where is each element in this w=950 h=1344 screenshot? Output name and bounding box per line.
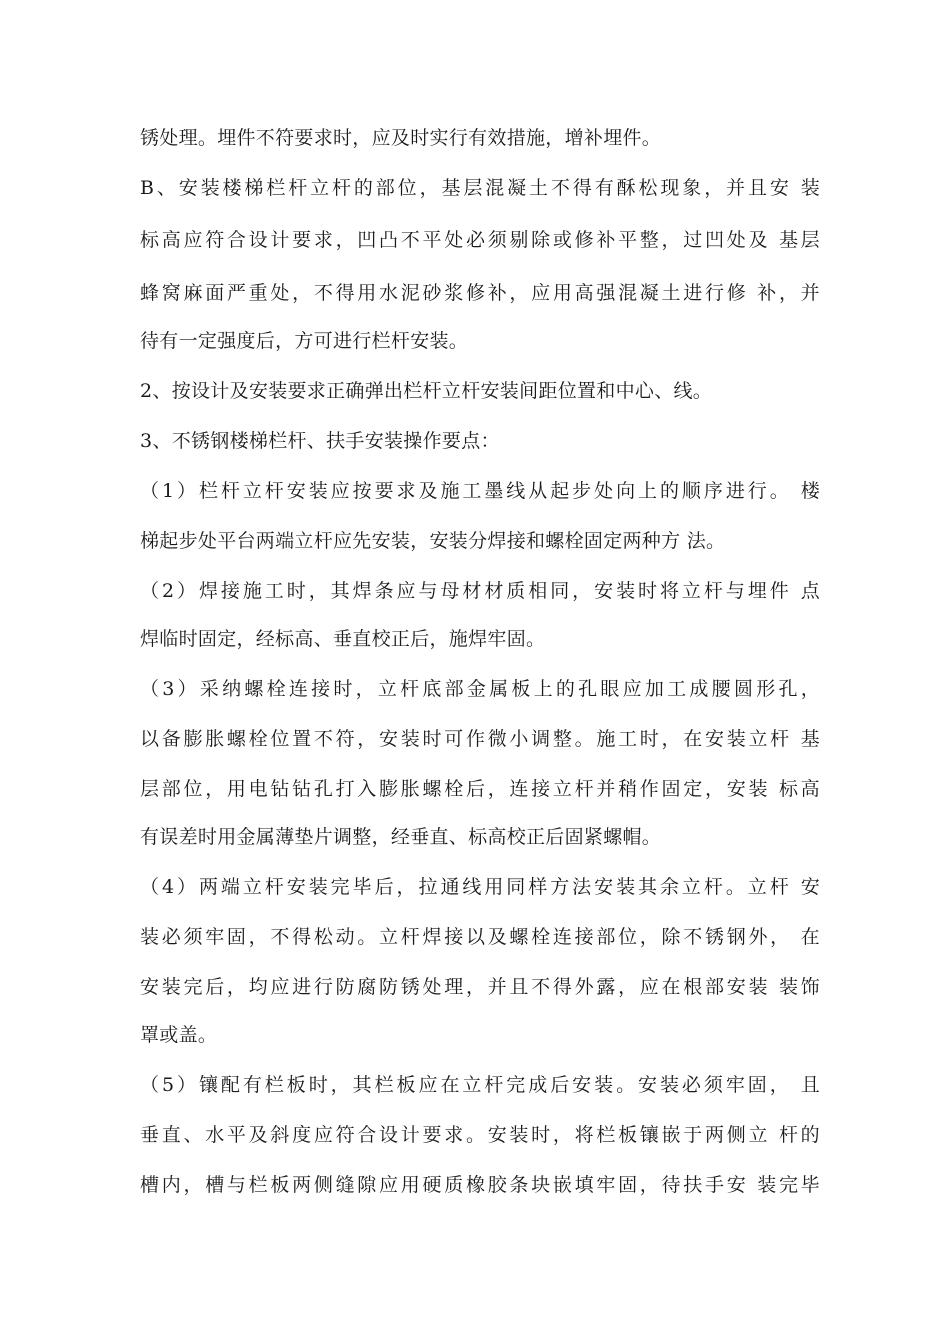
text-line: 待有一定强度后，方可进行栏杆安装。 [140,330,469,352]
text-line: B、安装楼梯栏杆立杆的部位，基层混凝土不得有酥松现象，并且安 装 [140,177,820,199]
text-line: 装必须牢固，不得松动。立杆焊接以及螺栓连接部位，除不锈钢外， 在 [140,926,820,948]
text-line: 垂直、水平及斜度应符合设计要求。安装时，将栏板镶嵌于两侧立 杆的 [140,1124,820,1146]
text-line: （3）采纳螺栓连接时，立杆底部金属板上的孔眼应加工成腰圆形孔， [140,678,820,700]
text-line: 槽内，槽与栏板两侧缝隙应用硬质橡胶条块嵌填牢固，待扶手安 装完毕 [140,1174,820,1196]
text-line: 蜂窝麻面严重处，不得用水泥砂浆修补，应用高强混凝土进行修 补，并 [140,282,820,304]
text-line: 标高应符合设计要求，凹凸不平处必须剔除或修补平整，过凹处及 基层 [140,229,820,251]
text-line: （2）焊接施工时，其焊条应与母材材质相同，安装时将立杆与埋件 点 [140,580,820,602]
text-line: 以备膨胀螺栓位置不符，安装时可作微小调整。施工时，在安装立杆 基 [140,728,820,750]
text-line: 锈处理。埋件不符要求时，应及时实行有效措施，增补埋件。 [140,127,662,149]
text-line: （5）镶配有栏板时，其栏板应在立杆完成后安装。安装必须牢固， 且 [140,1074,820,1096]
text-line: （4）两端立杆安装完毕后，拉通线用同样方法安装其余立杆。立杆 安 [140,876,820,898]
text-line: 有误差时用金属薄垫片调整，经垂直、标高校正后固紧螺帽。 [140,826,662,848]
text-line: 3、不锈钢楼梯栏杆、扶手安装操作要点： [140,430,500,452]
text-line: 焊临时固定，经标高、垂直校正后，施焊牢固。 [140,628,546,650]
text-line: 2、按设计及安装要求正确弹出栏杆立杆安装间距位置和中心、线。 [140,380,713,402]
text-line: 罩或盖。 [140,1024,218,1046]
text-line: 安装完后，均应进行防腐防锈处理，并且不得外露，应在根部安装 装饰 [140,976,820,998]
text-line: 梯起步处平台两端立杆应先安装，安装分焊接和螺栓固定两种方 法。 [140,530,726,552]
text-line: （1）栏杆立杆安装应按要求及施工墨线从起步处向上的顺序进行。 楼 [140,480,820,502]
text-line: 层部位，用电钻钻孔打入膨胀螺栓后，连接立杆并稍作固定，安装 标高 [140,778,820,800]
